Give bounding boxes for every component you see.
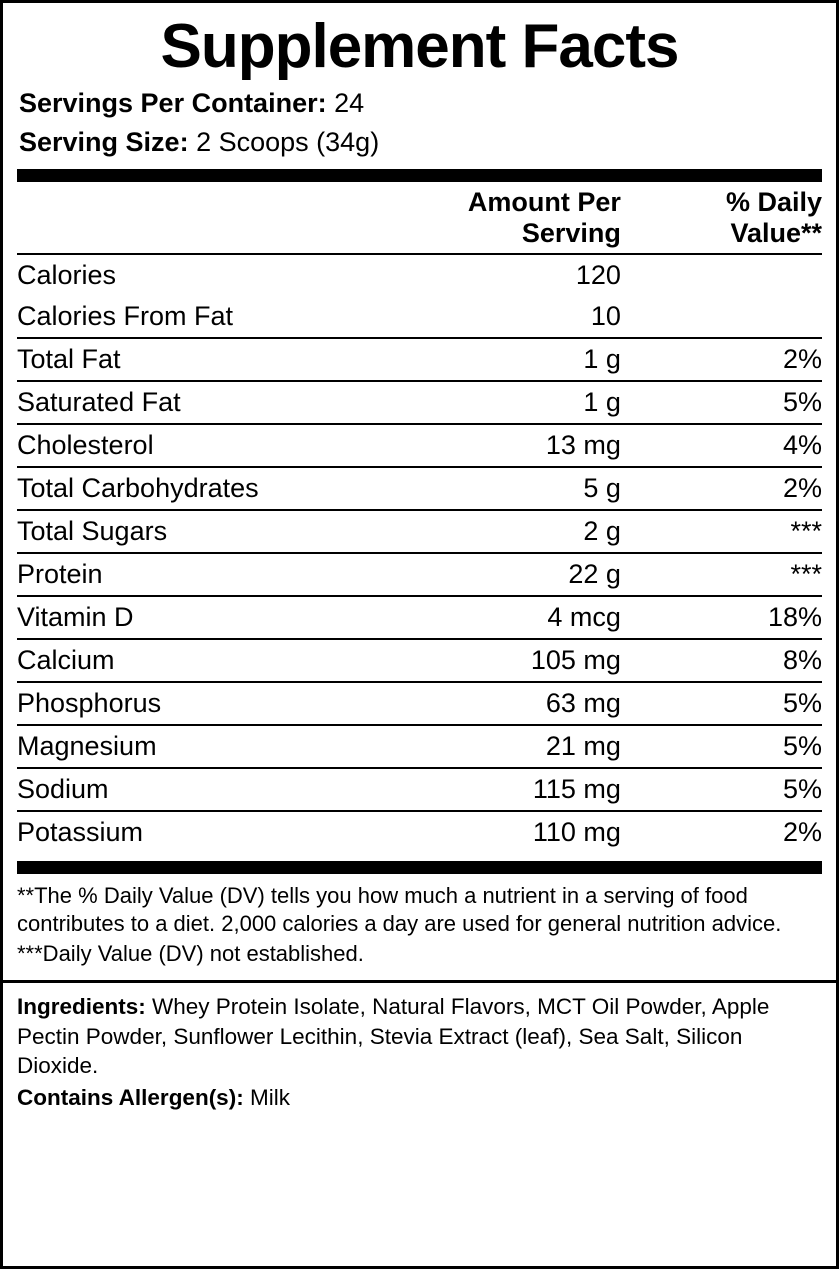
- nutrient-name: Saturated Fat: [17, 381, 371, 424]
- nutrient-daily-value: 5%: [645, 768, 822, 811]
- servings-per-container-value: 24: [334, 88, 365, 119]
- nutrient-daily-value: ***: [645, 553, 822, 596]
- footnotes: [17, 882, 822, 970]
- nutrient-name: Protein: [17, 553, 371, 596]
- nutrient-name: Calcium: [17, 639, 371, 682]
- nutrition-table: [17, 182, 822, 853]
- nutrient-amount: 21 mg: [371, 725, 645, 768]
- table-row: [17, 639, 822, 682]
- table-row: [17, 296, 822, 338]
- table-row: [17, 811, 822, 853]
- nutrient-daily-value: 5%: [645, 381, 822, 424]
- nutrient-amount: 4 mcg: [371, 596, 645, 639]
- nutrient-daily-value: 2%: [645, 338, 822, 381]
- allergens: [17, 1083, 822, 1112]
- nutrient-daily-value: 18%: [645, 596, 822, 639]
- nutrient-amount: 10: [590, 300, 621, 331]
- table-row: [17, 553, 822, 596]
- nutrient-daily-value: 2%: [645, 467, 822, 510]
- table-row: [17, 424, 822, 467]
- nutrient-daily-value: [645, 254, 822, 296]
- nutrient-amount: 22 g: [371, 553, 645, 596]
- nutrient-daily-value: [645, 296, 822, 338]
- servings-per-container: [19, 84, 822, 122]
- ingredients: [17, 992, 822, 1080]
- nutrient-name: Total Carbohydrates: [17, 467, 371, 510]
- allergens-value: Milk: [249, 1085, 290, 1111]
- nutrient-name: Sodium: [17, 768, 371, 811]
- nutrient-amount: 105 mg: [371, 639, 645, 682]
- table-row: [17, 682, 822, 725]
- table-row: [17, 381, 822, 424]
- nutrient-name: Total Fat: [17, 338, 371, 381]
- serving-size-label: Serving Size:: [19, 126, 189, 157]
- footnote-not-established: ***Daily Value (DV) not established.: [17, 941, 364, 967]
- nutrient-name: Cholesterol: [17, 424, 371, 467]
- nutrient-amount: 1 g: [371, 381, 645, 424]
- nutrient-amount: 2 g: [371, 510, 645, 553]
- nutrient-name: Potassium: [17, 811, 371, 853]
- nutrient-name: Vitamin D: [17, 596, 371, 639]
- table-row: [17, 768, 822, 811]
- nutrient-amount: 120: [371, 254, 645, 296]
- nutrient-daily-value: ***: [645, 510, 822, 553]
- nutrient-amount: 5 g: [371, 467, 645, 510]
- allergens-label: Contains Allergen(s):: [17, 1085, 244, 1111]
- nutrient-name: Magnesium: [17, 725, 371, 768]
- nutrient-amount: 115 mg: [371, 768, 645, 811]
- nutrient-daily-value: 4%: [645, 424, 822, 467]
- header-amount: Amount Per Serving: [467, 186, 621, 248]
- servings-per-container-label: Servings Per Container:: [19, 88, 327, 119]
- ingredients-value: Whey Protein Isolate, Natural Flavors, MCT Oil Powder, Apple Pectin Powder, Sunflower Lecithin, Stevia Extract (leaf), Sea Salt, Silicon Dioxide.: [17, 994, 770, 1078]
- table-row: [17, 338, 822, 381]
- nutrient-daily-value: 8%: [645, 639, 822, 682]
- nutrient-amount: 110 mg: [371, 811, 645, 853]
- serving-size: [19, 123, 822, 161]
- nutrient-amount: 63 mg: [371, 682, 645, 725]
- header-blank: [17, 182, 371, 254]
- nutrient-name: Calories: [17, 254, 371, 296]
- nutrient-name: Phosphorus: [17, 682, 371, 725]
- divider-ingredients: [3, 980, 836, 983]
- table-row: [17, 596, 822, 639]
- ingredients-label: Ingredients:: [17, 994, 146, 1020]
- nutrient-daily-value: 5%: [645, 682, 822, 725]
- nutrient-name: Total Sugars: [17, 510, 371, 553]
- header-daily-value: % Daily Value**: [725, 186, 822, 248]
- nutrient-name: Calories From Fat: [17, 300, 234, 331]
- table-row: [17, 725, 822, 768]
- table-row: [17, 254, 822, 296]
- divider-thick-bottom: [17, 861, 822, 874]
- page-title: Supplement Facts: [160, 12, 679, 81]
- footnote-daily-value: **The % Daily Value (DV) tells you how much a nutrient in a serving of food contributes to a diet. 2,000 calories a day are used for general nutrition advice.: [17, 882, 782, 937]
- nutrient-amount: 1 g: [371, 338, 645, 381]
- serving-size-value: 2 Scoops (34g): [196, 126, 380, 157]
- table-header-row: [17, 182, 822, 254]
- nutrient-amount: 13 mg: [371, 424, 645, 467]
- divider-thick-top: [17, 169, 822, 182]
- table-row: [17, 467, 822, 510]
- table-row: [17, 510, 822, 553]
- nutrient-daily-value: 5%: [645, 725, 822, 768]
- nutrient-daily-value: 2%: [645, 811, 822, 853]
